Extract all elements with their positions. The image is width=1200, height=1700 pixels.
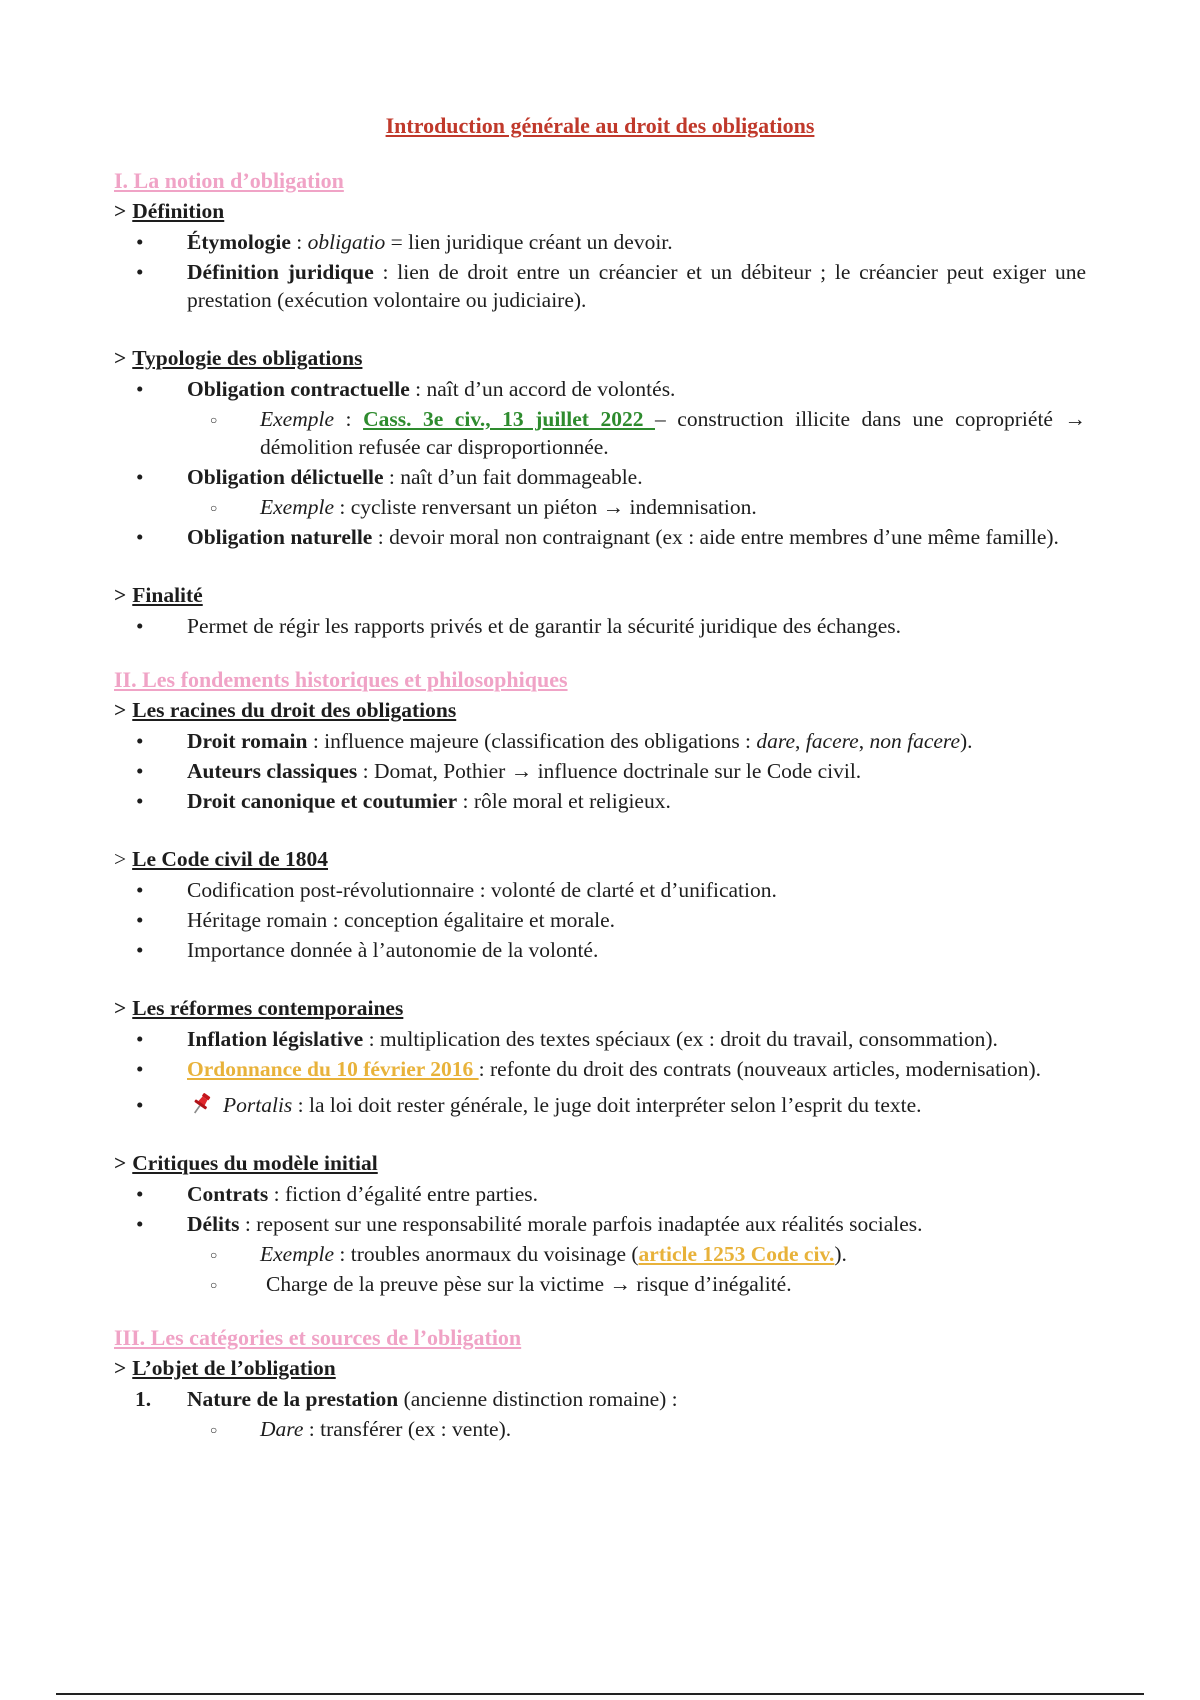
list-item: • Droit romain : influence majeure (classification des obligations : dare, facere, non facere). <box>136 729 973 753</box>
critiques-list <box>114 1180 1086 1298</box>
list-item: • Auteurs classiques : Domat, Pothier → influence doctrinale sur le Code civil. <box>136 759 862 783</box>
subheading-code-civil: > Le Code civil de 1804 <box>114 847 329 871</box>
typologie-list <box>114 375 1086 551</box>
pushpin-icon <box>187 1092 215 1116</box>
list-item: • Définition juridique : lien de droit entre un créancier et un débiteur ; le créancier peut exiger une prestation (exécution volontaire ou judiciaire). <box>136 260 1086 312</box>
list-item: • Délits : reposent sur une responsabilité morale parfois inadaptée aux réalités sociales. <box>136 1212 923 1236</box>
list-item: • Obligation contractuelle : naît d’un accord de volontés. <box>136 377 676 401</box>
list-item: ○ Charge de la preuve pèse sur la victime → risque d’inégalité. <box>210 1272 792 1296</box>
list-item: • Contrats : fiction d’égalité entre parties. <box>136 1182 539 1206</box>
list-item: • Importance donnée à l’autonomie de la volonté. <box>136 938 599 962</box>
finalite-list <box>114 612 1086 640</box>
subheading-racines: > Les racines du droit des obligations <box>114 698 457 722</box>
document-page <box>114 112 1086 1445</box>
list-item: 1. Nature de la prestation (ancienne distinction romaine) : <box>135 1387 678 1411</box>
list-item: • Obligation délictuelle : naît d’un fait dommageable. <box>136 465 643 489</box>
list-item: • Héritage romain : conception égalitaire et morale. <box>136 908 616 932</box>
subheading-reformes: > Les réformes contemporaines <box>114 996 404 1020</box>
subheading-objet: > L’objet de l’obligation <box>114 1356 336 1380</box>
definition-list <box>114 228 1086 314</box>
article-link[interactable]: article 1253 Code civ. <box>638 1242 835 1266</box>
ordonnance-link[interactable]: Ordonnance du 10 février 2016 <box>187 1057 479 1081</box>
list-item: • Permet de régir les rapports privés et de garantir la sécurité juridique des échanges. <box>136 614 902 638</box>
subheading-typologie: > Typologie des obligations <box>114 346 363 370</box>
case-law-link[interactable]: Cass. 3e civ., 13 juillet 2022 <box>363 407 655 431</box>
list-item: • Portalis : la loi doit rester générale, le juge doit interpréter selon l’esprit du texte. <box>136 1093 922 1117</box>
section-heading-1: I. La notion d’obligation <box>114 168 344 193</box>
section-heading-2: II. Les fondements historiques et philosophiques <box>114 667 568 692</box>
list-item: • Droit canonique et coutumier : rôle moral et religieux. <box>136 789 671 813</box>
code-civil-list <box>114 876 1086 964</box>
objet-list <box>114 1385 1086 1443</box>
section-heading-3: III. Les catégories et sources de l’obligation <box>114 1325 522 1350</box>
subheading-critiques: > Critiques du modèle initial <box>114 1151 378 1175</box>
subheading-definition: > Définition <box>114 199 225 223</box>
list-item: ○ Exemple : Cass. 3e civ., 13 juillet 2022 – construction illicite dans une copropriété → démolition refusée car disproportionnée. <box>210 407 1086 459</box>
list-item: ○ Exemple : troubles anormaux du voisinage (article 1253 Code civ.). <box>210 1242 847 1266</box>
footer-rule <box>56 1693 1144 1695</box>
subheading-finalite: > Finalité <box>114 583 203 607</box>
racines-list <box>114 727 1086 815</box>
list-item: • Ordonnance du 10 février 2016 : refonte du droit des contrats (nouveaux articles, modernisation). <box>136 1057 1042 1081</box>
list-item: ○ Dare : transférer (ex : vente). <box>210 1417 512 1441</box>
list-item: • Obligation naturelle : devoir moral non contraignant (ex : aide entre membres d’une même famille). <box>136 525 1059 549</box>
list-item: ○ Exemple : cycliste renversant un piéton → indemnisation. <box>210 495 757 519</box>
list-item: • Étymologie : obligatio = lien juridique créant un devoir. <box>136 230 673 254</box>
reformes-list <box>114 1025 1086 1119</box>
list-item: • Codification post-révolutionnaire : volonté de clarté et d’unification. <box>136 878 777 902</box>
document-title: Introduction générale au droit des obligations <box>385 113 815 138</box>
list-item: • Inflation législative : multiplication des textes spéciaux (ex : droit du travail, consommation). <box>136 1027 998 1051</box>
